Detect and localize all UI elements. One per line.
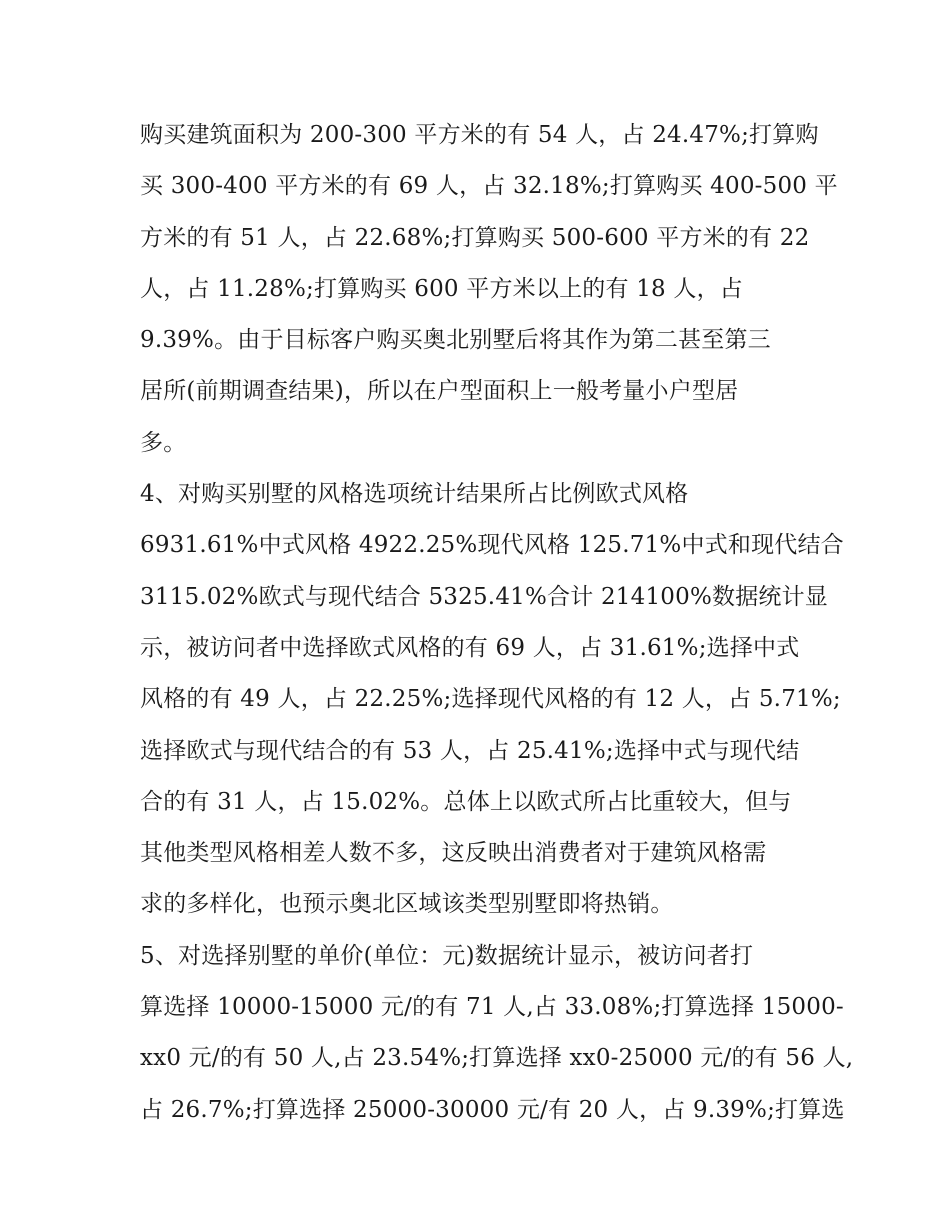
text-line: xx0 元/的有 50 人,占 23.54%;打算选择 xx0-25000 元/的有 56 人, [140, 1045, 854, 1072]
text-line: 人，占 11.28%;打算购买 600 平方米以上的有 18 人，占 [140, 275, 743, 302]
text-line: 其他类型风格相差人数不多，这反映出消费者对于建筑风格需 [140, 840, 767, 867]
text-line: 合的有 31 人，占 15.02%。总体上以欧式所占比重较大，但与 [140, 788, 792, 815]
text-line: 示，被访问者中选择欧式风格的有 69 人，占 31.61%;选择中式 [140, 634, 800, 661]
section-4-heading-line: 4、对购买别墅的风格选项统计结果所占比例欧式风格 [140, 481, 689, 508]
text-line: 买 300-400 平方米的有 69 人，占 32.18%;打算购买 400-500 平 [140, 173, 838, 200]
text-line: 多。 [140, 429, 187, 456]
text-line: 购买建筑面积为 200-300 平方米的有 54 人，占 24.47%;打算购 [140, 122, 819, 148]
text-line: 6931.61%中式风格 4922.25%现代风格 125.71%中式和现代结合 [140, 532, 844, 559]
text-line: 9.39%。由于目标客户购买奥北别墅后将其作为第二甚至第三 [140, 327, 771, 354]
text-line: 3115.02%欧式与现代结合 5325.41%合计 214100%数据统计显 [140, 583, 829, 610]
body-text [140, 110, 854, 1136]
section-5-heading-line: 5、对选择别墅的单价(单位：元)数据统计显示，被访问者打 [140, 942, 754, 969]
text-line: 求的多样化，也预示奥北区域该类型别墅即将热销。 [140, 891, 674, 918]
text-line: 算选择 10000-15000 元/的有 71 人,占 33.08%;打算选择 15000- [140, 994, 844, 1021]
text-line: 占 26.7%;打算选择 25000-30000 元/有 20 人，占 9.39%;打算选 [140, 1096, 845, 1123]
text-line: 风格的有 49 人，占 22.25%;选择现代风格的有 12 人，占 5.71%; [140, 686, 841, 713]
text-line: 方米的有 51 人，占 22.68%;打算购买 500-600 平方米的有 22 [140, 224, 810, 251]
text-line: 选择欧式与现代结合的有 53 人，占 25.41%;选择中式与现代结 [140, 737, 800, 764]
text-line: 居所(前期调查结果)，所以在户型面积上一般考量小户型居 [140, 378, 739, 405]
